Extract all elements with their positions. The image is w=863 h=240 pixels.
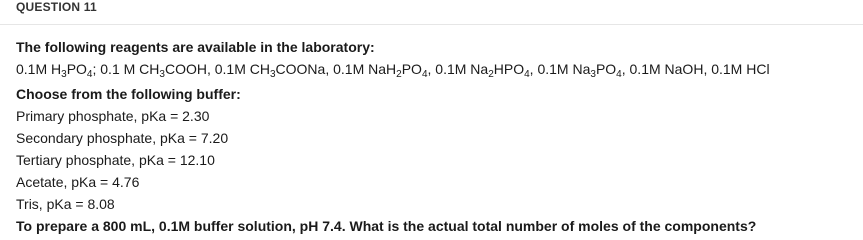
- reagent-item: 0.1M $Na_3PO_4$,: [537, 61, 630, 80]
- buffer-option: Primary phosphate, pKa = 2.30: [16, 108, 210, 124]
- reagent-item: 0.1M NaOH,: [629, 61, 712, 77]
- buffer-option: Acetate, pKa = 4.76: [16, 174, 140, 190]
- reagent-item: 0.1M HCl: [711, 61, 770, 77]
- reagent-item: 0.1M $H_3PO_4$;: [16, 61, 101, 80]
- header-divider: [0, 24, 863, 25]
- question-prompt: To prepare a 800 mL, 0.1M buffer solution, pH 7.4. What is the actual total number of moles of the components?: [16, 218, 757, 234]
- reagent-item: 0.1M $NaH_2PO_4$,: [333, 61, 436, 80]
- reagent-item: 0.1M $Na_2HPO_4$,: [435, 61, 538, 80]
- reagents-intro: The following reagents are available in the laboratory:: [16, 39, 375, 55]
- buffer-choice-heading: Choose from the following buffer:: [16, 86, 241, 102]
- buffer-option: Tris, pKa = 8.08: [16, 196, 115, 212]
- reagent-item: 0.1M $CH_3COONa$,: [214, 61, 334, 80]
- reagent-item: 0.1 M $CH_3COOH$,: [100, 61, 215, 80]
- buffer-option: Secondary phosphate, pKa = 7.20: [16, 130, 229, 146]
- question-number: QUESTION 11: [16, 0, 97, 14]
- reagents-list: [16, 61, 770, 80]
- buffer-option: Tertiary phosphate, pKa = 12.10: [16, 152, 215, 168]
